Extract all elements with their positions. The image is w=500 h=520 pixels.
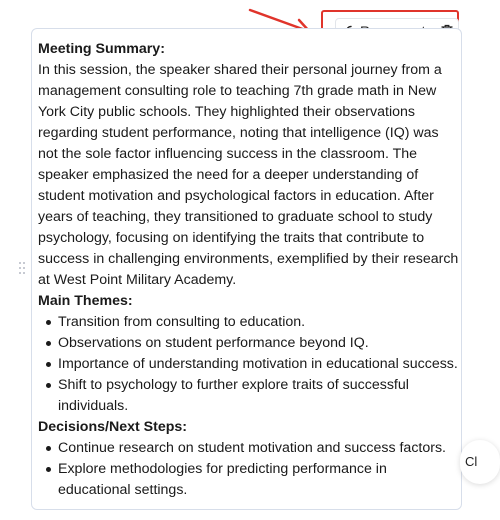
meeting-summary-text: In this session, the speaker shared their personal journey from a management consulting role to teaching 7th grade math in New York City public schools. They highlighted their observations regarding student performance, noting that intelligence (IQ) was not the sole factor influencing success in the classroom. The speaker emphasized the need for a deeper understanding of student motivation and psychological factors in education. After years of teaching, they transitioned to graduate school to study psychology, focusing on identifying the traits that contribute to success in challenging environments, exemplified by their research at West Point Military Academy. (38, 62, 459, 288)
drag-handle-icon[interactable] (18, 261, 26, 275)
meeting-summary-heading: Meeting Summary: (38, 41, 165, 57)
list-item: Transition from consulting to education. (58, 312, 460, 333)
list-item: Shift to psychology to further explore traits of successful individuals. (58, 375, 460, 417)
side-chat-button[interactable] (460, 440, 500, 484)
list-item: Explore methodologies for predicting performance in educational settings. (58, 459, 460, 501)
next-steps-list (38, 438, 460, 501)
list-item: Observations on student performance beyond IQ. (58, 333, 460, 354)
next-steps-heading: Decisions/Next Steps: (38, 419, 188, 435)
summary-content (38, 39, 460, 501)
main-themes-list (38, 312, 460, 417)
list-item: Continue research on student motivation and success factors. (58, 438, 460, 459)
side-chat-label: Cl (465, 454, 478, 469)
list-item: Importance of understanding motivation in educational success. (58, 354, 460, 375)
main-themes-heading: Main Themes: (38, 293, 133, 309)
